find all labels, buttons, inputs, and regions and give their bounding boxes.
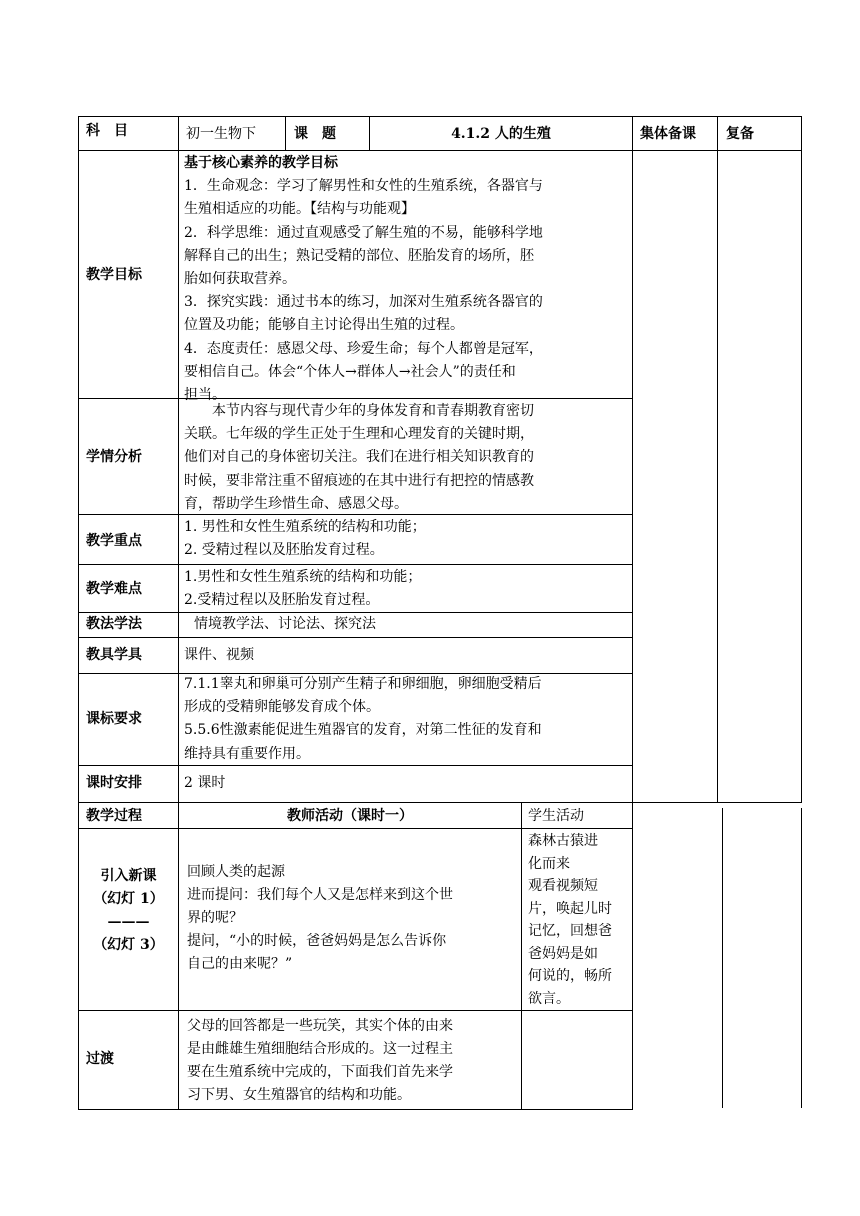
standard-line: 形成的受精卵能够发育成个体。 bbox=[184, 699, 380, 716]
key-point-line: 1. 男性和女性生殖系统的结构和功能； bbox=[184, 519, 426, 535]
objectives-label: 教学目标 bbox=[86, 267, 142, 283]
standard-line: 5.5.6性激素能促进生殖器官的发育，对第二性征的发育和 bbox=[184, 722, 542, 739]
rule bbox=[632, 802, 633, 1110]
student-line: 欲言。 bbox=[528, 990, 570, 1007]
student-line: 何说的，畅所 bbox=[528, 968, 612, 984]
student-line: 化而来 bbox=[528, 855, 570, 872]
teacher-line: 提问，“小的时候，爸爸妈妈是怎么告诉你 bbox=[187, 933, 447, 949]
rule bbox=[78, 116, 79, 803]
objective-line: 胎如何获取营养。 bbox=[184, 271, 296, 288]
rule bbox=[178, 116, 179, 803]
standards-content bbox=[184, 673, 542, 766]
teacher-activity-transition bbox=[187, 1015, 453, 1107]
key-points-label: 教学重点 bbox=[86, 533, 142, 549]
rule bbox=[78, 828, 632, 829]
student-activity-header: 学生活动 bbox=[528, 808, 584, 824]
stage-transition: 过渡 bbox=[86, 1051, 114, 1067]
stage-intro bbox=[79, 865, 178, 957]
difficulty-line: 2.受精过程以及胚胎发育过程。 bbox=[184, 592, 380, 609]
review-prep-header: 复备 bbox=[726, 126, 754, 142]
rule bbox=[801, 116, 802, 803]
objective-line: 要相信自己。体会“个体人→群体人→社会人”的责任和 bbox=[184, 363, 516, 380]
objective-line: 4．态度责任：感恩父母、珍爱生命；每个人都曾是冠军， bbox=[184, 340, 543, 357]
teacher-line: 要在生殖系统中完成的，下面我们首先来学 bbox=[187, 1064, 453, 1080]
objectives-heading: 基于核心素养的教学目标 bbox=[184, 155, 338, 171]
schedule-value: 2 课时 bbox=[184, 775, 226, 791]
teacher-line: 回顾人类的起源 bbox=[187, 864, 285, 880]
teacher-line: 习下男、女生殖器官的结构和功能。 bbox=[187, 1087, 411, 1103]
process-label: 教学过程 bbox=[86, 808, 142, 824]
rule bbox=[178, 802, 179, 1110]
rule bbox=[801, 808, 802, 1108]
objective-line: 1．生命观念：学习了解男性和女性的生殖系统，各器官与 bbox=[184, 178, 543, 195]
analysis-line: 本节内容与现代青少年的身体发育和青春期教育密切 bbox=[184, 403, 534, 419]
objectives-content bbox=[184, 152, 543, 407]
objective-line: 生殖相适应的功能。【结构与功能观】 bbox=[184, 201, 415, 218]
analysis-label: 学情分析 bbox=[86, 449, 142, 465]
rule bbox=[78, 802, 802, 803]
rule bbox=[78, 564, 632, 565]
analysis-line: 时候，要非常注重不留痕迹的在其中进行有把控的情感教 bbox=[184, 472, 534, 489]
student-line: 片，唤起儿时 bbox=[528, 900, 612, 917]
objective-line: 3．探究实践：通过书本的练习，加深对生殖系统各器官的 bbox=[184, 294, 543, 311]
teacher-line: 自己的由来呢？” bbox=[187, 956, 293, 972]
student-line: 森林古猿进 bbox=[528, 833, 598, 849]
methods-label: 教法学法 bbox=[86, 616, 142, 632]
topic-label: 课 题 bbox=[294, 126, 336, 142]
teacher-line: 进而提问：我们每个人又是怎样来到这个世 bbox=[187, 887, 453, 903]
teacher-line: 父母的回答都是一些玩笑，其实个体的由来 bbox=[187, 1018, 453, 1034]
subject-label: 科 目 bbox=[86, 123, 128, 139]
rule bbox=[78, 1010, 632, 1011]
topic-value: 4.1.2 人的生殖 bbox=[451, 126, 551, 142]
rule bbox=[285, 116, 286, 151]
student-activity-intro bbox=[528, 830, 612, 1010]
rule bbox=[78, 150, 802, 151]
rule bbox=[78, 637, 632, 638]
collective-prep-header: 集体备课 bbox=[640, 126, 696, 142]
objective-line: 担当。 bbox=[184, 387, 226, 404]
objective-line: 解释自己的出生；熟记受精的部位、胚胎发育的场所，胚 bbox=[184, 247, 534, 264]
analysis-line: 关联。七年级的学生正处于生理和心理发育的关键时期， bbox=[184, 426, 534, 443]
rule bbox=[78, 116, 802, 117]
teacher-activity-intro bbox=[187, 861, 453, 976]
rule bbox=[78, 1109, 632, 1110]
objective-line: 位置及功能；能够自主讨论得出生殖的过程。 bbox=[184, 317, 464, 334]
key-points-content bbox=[184, 516, 426, 562]
analysis-line: 他们对自己的身体密切关注。我们在进行相关知识教育的 bbox=[184, 449, 534, 466]
difficulty-line: 1.男性和女性生殖系统的结构和功能； bbox=[184, 569, 422, 585]
teacher-line: 是由雌雄生殖细胞结合形成的。这一过程主 bbox=[187, 1041, 453, 1057]
student-line: 爸妈妈是如 bbox=[528, 945, 598, 962]
tools-label: 教具学具 bbox=[86, 647, 142, 663]
standard-line: 维持具有重要作用。 bbox=[184, 745, 310, 762]
rule bbox=[717, 116, 718, 803]
rule bbox=[722, 808, 723, 1108]
student-line: 观看视频短 bbox=[528, 878, 598, 894]
analysis-content bbox=[184, 400, 534, 516]
stage-line: （幻灯 3） bbox=[93, 937, 164, 953]
teacher-activity-header: 教师活动（课时一） bbox=[287, 808, 413, 824]
standards-label: 课标要求 bbox=[86, 711, 142, 727]
rule bbox=[632, 116, 633, 803]
subject-value: 初一生物下 bbox=[186, 126, 256, 142]
methods-value: 情境教学法、讨论法、探究法 bbox=[194, 616, 376, 632]
stage-line: ——— bbox=[107, 914, 150, 930]
objective-line: 2．科学思维：通过直观感受了解生殖的不易，能够科学地 bbox=[184, 224, 543, 241]
difficulties-content bbox=[184, 566, 421, 612]
rule bbox=[521, 802, 522, 1110]
student-line: 记忆，回想爸 bbox=[528, 923, 612, 939]
difficulties-label: 教学难点 bbox=[86, 581, 142, 597]
schedule-label: 课时安排 bbox=[86, 775, 142, 791]
standard-line: 7.1.1睾丸和卵巢可分别产生精子和卵细胞，卵细胞受精后 bbox=[184, 676, 542, 692]
teacher-line: 界的呢？ bbox=[187, 910, 243, 926]
analysis-line: 育，帮助学生珍惜生命、感恩父母。 bbox=[184, 495, 408, 512]
key-point-line: 2. 受精过程以及胚胎发育过程。 bbox=[184, 542, 384, 559]
stage-line: （幻灯 1） bbox=[93, 891, 164, 907]
tools-value: 课件、视频 bbox=[184, 647, 254, 663]
stage-line: 引入新课 bbox=[100, 868, 157, 884]
